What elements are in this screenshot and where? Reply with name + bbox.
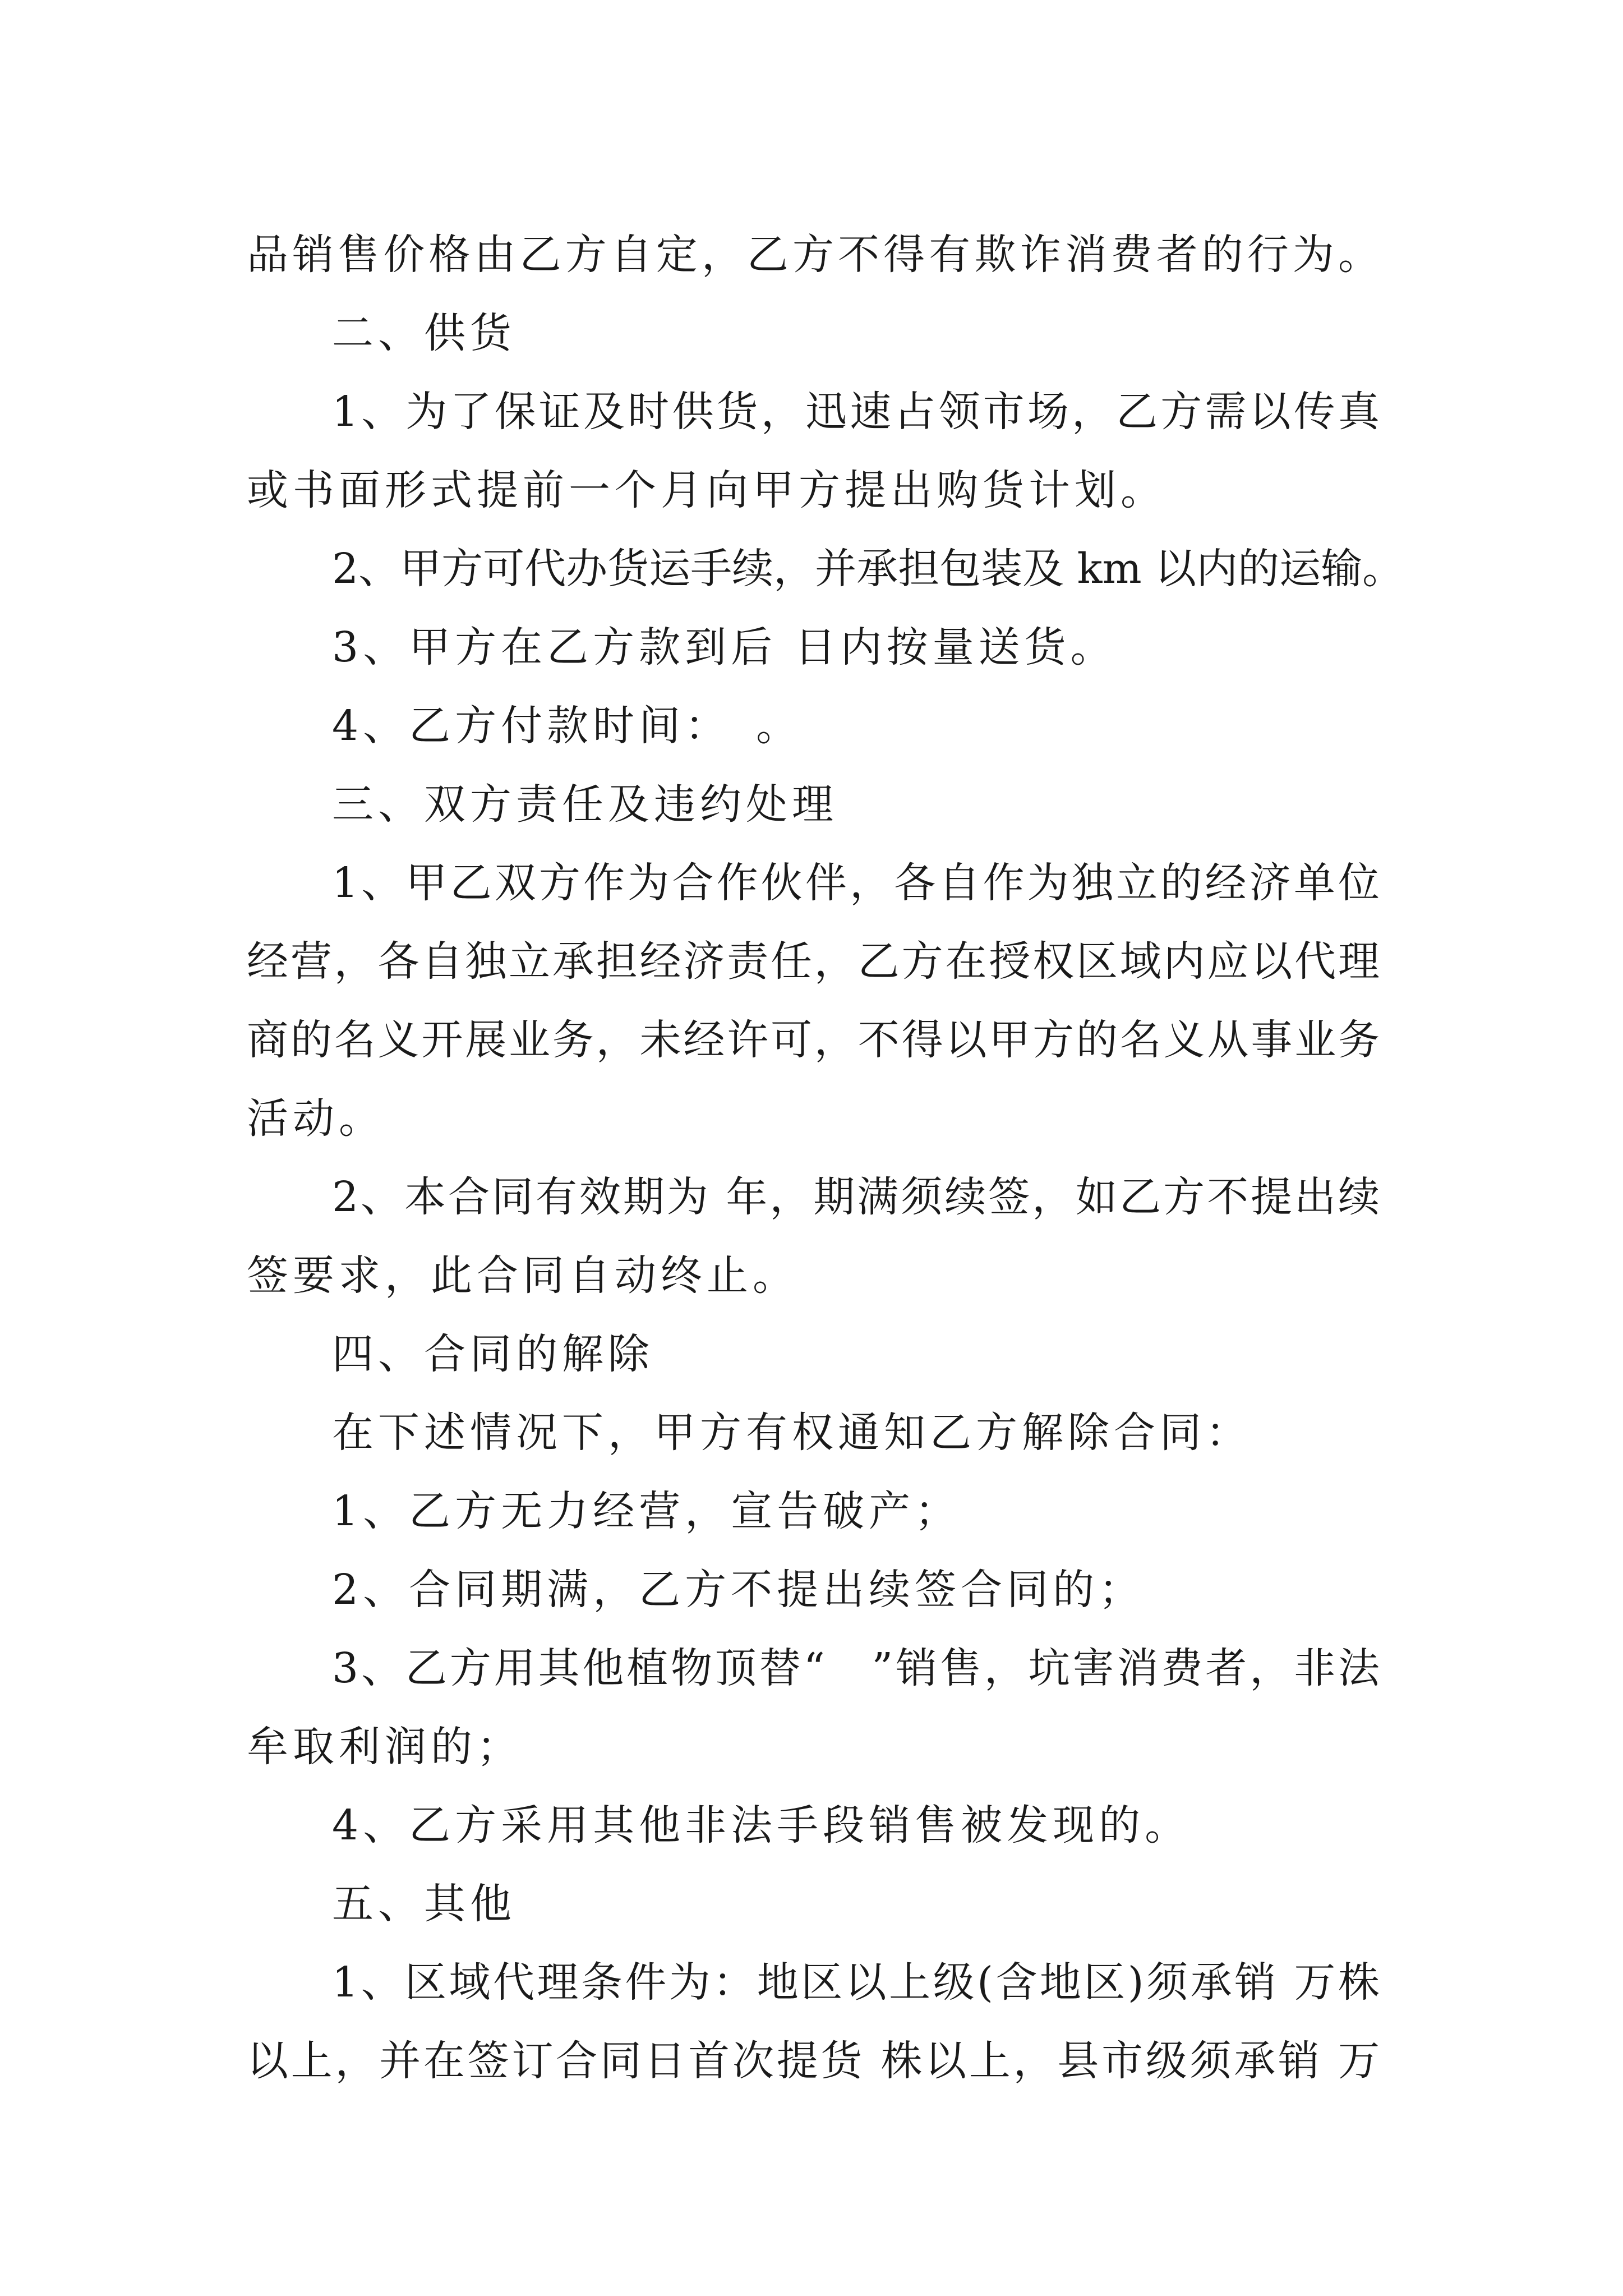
section-heading: 二、供货 — [332, 309, 516, 357]
section-heading: 五、其他 — [332, 1880, 516, 1928]
section-heading: 四、合同的解除 — [332, 1330, 654, 1378]
paragraph-line: 2、本合同有效期为 年，期满须续签，如乙方不提出续 — [332, 1173, 1380, 1221]
paragraph-line: 2、甲方可代办货运手续，并承担包装及 km 以内的运输。 — [332, 545, 1404, 593]
section-heading: 三、双方责任及违约处理 — [332, 780, 838, 829]
paragraph-line: 3、甲方在乙方款到后 日内按量送货。 — [332, 623, 1117, 671]
paragraph-line: 1、区域代理条件为：地区以上级(含地区)须承销 万株 — [332, 1958, 1380, 2007]
paragraph-line: 2、合同期满，乙方不提出续签合同的； — [332, 1566, 1145, 1614]
paragraph-line: 牟取利润的； — [247, 1723, 523, 1771]
paragraph-line: 商的名义开展业务，未经许可，不得以甲方的名义从事业务 — [247, 1016, 1380, 1064]
paragraph-line: 经营，各自独立承担经济责任，乙方在授权区域内应以代理 — [247, 937, 1380, 986]
paragraph-line: 1、甲乙双方作为合作伙伴，各自作为独立的经济单位 — [332, 859, 1380, 907]
paragraph-line: 签要求，此合同自动终止。 — [247, 1251, 799, 1300]
paragraph-line: 活动。 — [247, 1094, 385, 1143]
paragraph-line: 4、乙方付款时间： 。 — [332, 702, 803, 750]
paragraph-line: 4、乙方采用其他非法手段销售被发现的。 — [332, 1801, 1191, 1849]
paragraph-line: 以上，并在签订合同日首次提货 株以上，县市级须承销 万 — [247, 2037, 1380, 2085]
paragraph-line: 3、乙方用其他植物顶替“ ”销售，坑害消费者，非法 — [332, 1644, 1380, 1692]
paragraph-line: 1、乙方无力经营，宣告破产； — [332, 1487, 961, 1535]
paragraph-line: 1、为了保证及时供货，迅速占领市场，乙方需以传真 — [332, 388, 1380, 436]
document-body — [247, 215, 1404, 2100]
paragraph-line: 品销售价格由乙方自定，乙方不得有欺诈消费者的行为。 — [247, 231, 1380, 279]
paragraph-line: 在下述情况下，甲方有权通知乙方解除合同： — [332, 1409, 1252, 1457]
paragraph-line: 或书面形式提前一个月向甲方提出购货计划。 — [247, 466, 1166, 514]
